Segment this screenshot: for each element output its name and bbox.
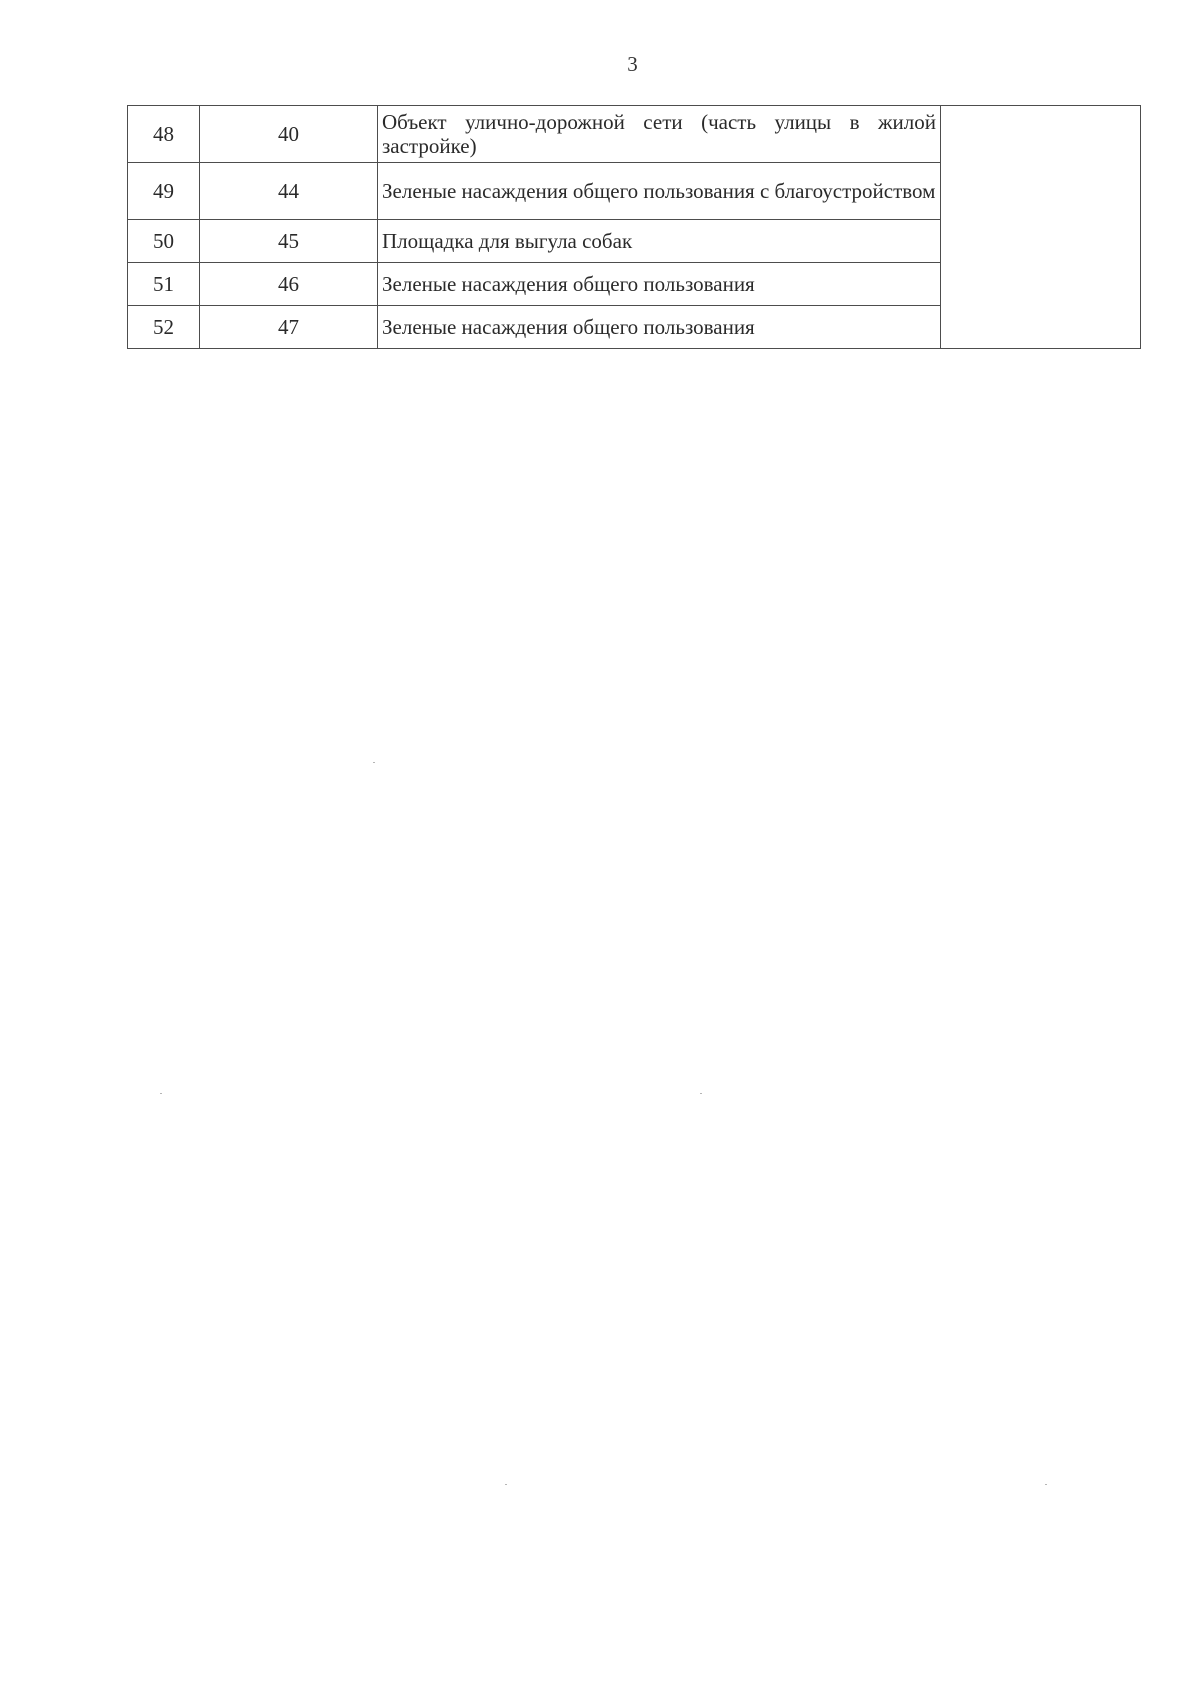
row-index-cell: 49 (128, 163, 200, 220)
row-number-cell: 44 (200, 163, 378, 220)
row-description-cell: Объект улично-дорожной сети (часть улицы в жилой застройке) (378, 106, 941, 163)
land-plots-table (127, 105, 1141, 349)
row-number-cell: 40 (200, 106, 378, 163)
scan-speck (700, 1093, 702, 1094)
scan-speck (505, 1484, 507, 1485)
row-number-cell: 46 (200, 263, 378, 306)
scan-speck (160, 1093, 162, 1094)
table-row (128, 106, 1141, 163)
row-index-cell: 51 (128, 263, 200, 306)
row-description-cell: Зеленые насаждения общего пользования (378, 263, 941, 306)
row-number-cell: 47 (200, 306, 378, 349)
page-number: 3 (627, 52, 638, 76)
scan-speck (373, 762, 375, 763)
row-description-cell: Зеленые насаждения общего пользования с благоустройством (378, 163, 941, 220)
row-index-cell: 48 (128, 106, 200, 163)
row-description-cell: Зеленые насаждения общего пользования (378, 306, 941, 349)
row-number-cell: 45 (200, 220, 378, 263)
row-index-cell: 52 (128, 306, 200, 349)
row-index-cell: 50 (128, 220, 200, 263)
scan-speck (1045, 1484, 1047, 1485)
row-description-cell: Площадка для выгула собак (378, 220, 941, 263)
merged-note-cell (941, 106, 1141, 349)
